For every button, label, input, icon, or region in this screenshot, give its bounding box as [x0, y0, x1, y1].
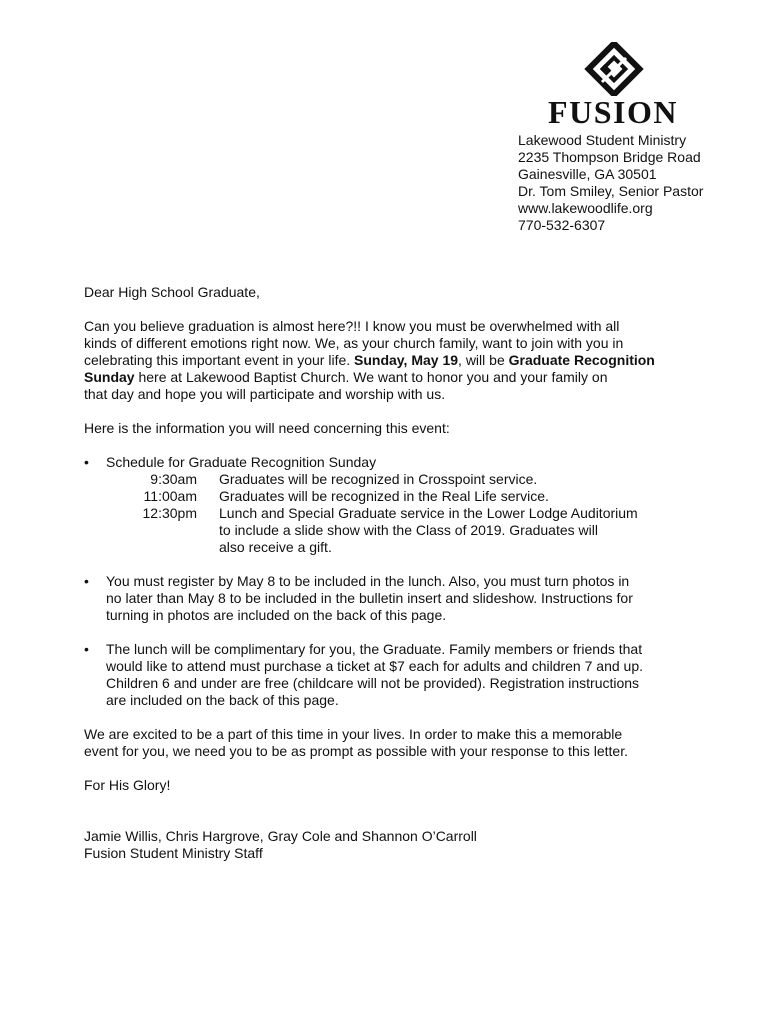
paragraph-line [84, 352, 704, 369]
registration-bullet [84, 573, 704, 624]
event-name-cont: Sunday [84, 369, 135, 385]
signature-names: Jamie Willis, Chris Hargrove, Gray Cole and Shannon O’Carroll [84, 828, 477, 844]
schedule-time: 12:30pm [142, 505, 197, 521]
schedule-desc: Graduates will be recognized in the Real Life service. [219, 488, 549, 504]
bullet-line: are included on the back of this page. [106, 692, 339, 708]
address-line: 770-532-6307 [518, 217, 606, 233]
text-run: celebrating this important event in your life. [84, 352, 355, 368]
paragraph-line: kinds of different emotions right now. We, as your church family, want to join with you in [84, 335, 624, 351]
schedule-desc [219, 505, 704, 556]
return-address [518, 132, 703, 234]
paragraph-line [84, 369, 704, 386]
event-name: Graduate Recognition [508, 352, 655, 368]
bullet-icon: • [84, 454, 89, 470]
closing: For His Glory! [84, 777, 171, 793]
paragraph-line: Can you believe graduation is almost here?!! I know you must be overwhelmed with all [84, 318, 620, 334]
closing-paragraph [84, 726, 704, 760]
fusion-logo [538, 42, 688, 130]
lunch-bullet [84, 641, 704, 709]
schedule-bullet [84, 454, 704, 556]
schedule-desc-line: to include a slide show with the Class of 2019. Graduates will [219, 522, 598, 538]
event-date: Sunday, May 19 [354, 352, 459, 368]
paragraph-line: that day and hope you will participate and worship with us. [84, 386, 446, 402]
schedule-list [106, 471, 704, 556]
salutation: Dear High School Graduate, [84, 284, 260, 300]
address-line: Lakewood Student Ministry [518, 132, 687, 148]
schedule-desc-line: Lunch and Special Graduate service in the Lower Lodge Auditorium [219, 505, 638, 521]
schedule-time: 9:30am [150, 471, 197, 487]
address-line: Dr. Tom Smiley, Senior Pastor [518, 183, 704, 199]
schedule-desc: Graduates will be recognized in Crosspoint service. [219, 471, 538, 487]
intro-paragraph [84, 318, 704, 403]
schedule-desc-line: also receive a gift. [219, 539, 332, 555]
bullet-line: You must register by May 8 to be included in the lunch. Also, you must turn photos in [106, 573, 630, 589]
address-line: 2235 Thompson Bridge Road [518, 149, 701, 165]
paragraph-line: We are excited to be a part of this time in your lives. In order to make this a memorable [84, 726, 623, 742]
schedule-title: Schedule for Graduate Recognition Sunday [106, 454, 377, 470]
bullet-line: would like to attend must purchase a ticket at $7 each for adults and children 7 and up. [106, 658, 643, 674]
logo-wordmark: FUSION [548, 94, 678, 130]
letter-body [84, 284, 704, 862]
bullet-line: no later than May 8 to be included in the bulletin insert and slideshow. Instructions for [106, 590, 633, 606]
bullet-line: Children 6 and under are free (childcare will not be provided). Registration instructions [106, 675, 640, 691]
text-run: here at Lakewood Baptist Church. We want to honor you and your family on [134, 369, 608, 385]
schedule-time: 11:00am [143, 488, 197, 504]
text-run: , will be [458, 352, 509, 368]
bullet-line: turning in photos are included on the back of this page. [106, 607, 447, 623]
info-intro: Here is the information you will need concerning this event: [84, 420, 450, 436]
address-line: Gainesville, GA 30501 [518, 166, 657, 182]
bullet-icon: • [84, 573, 89, 589]
paragraph-line: event for you, we need you to be as prompt as possible with your response to this letter. [84, 743, 628, 759]
bullet-icon: • [84, 641, 89, 657]
fusion-mark-icon [582, 42, 646, 96]
bullet-line: The lunch will be complimentary for you, the Graduate. Family members or friends that [106, 641, 643, 657]
address-line: www.lakewoodlife.org [518, 200, 653, 216]
signature-title: Fusion Student Ministry Staff [84, 845, 263, 861]
